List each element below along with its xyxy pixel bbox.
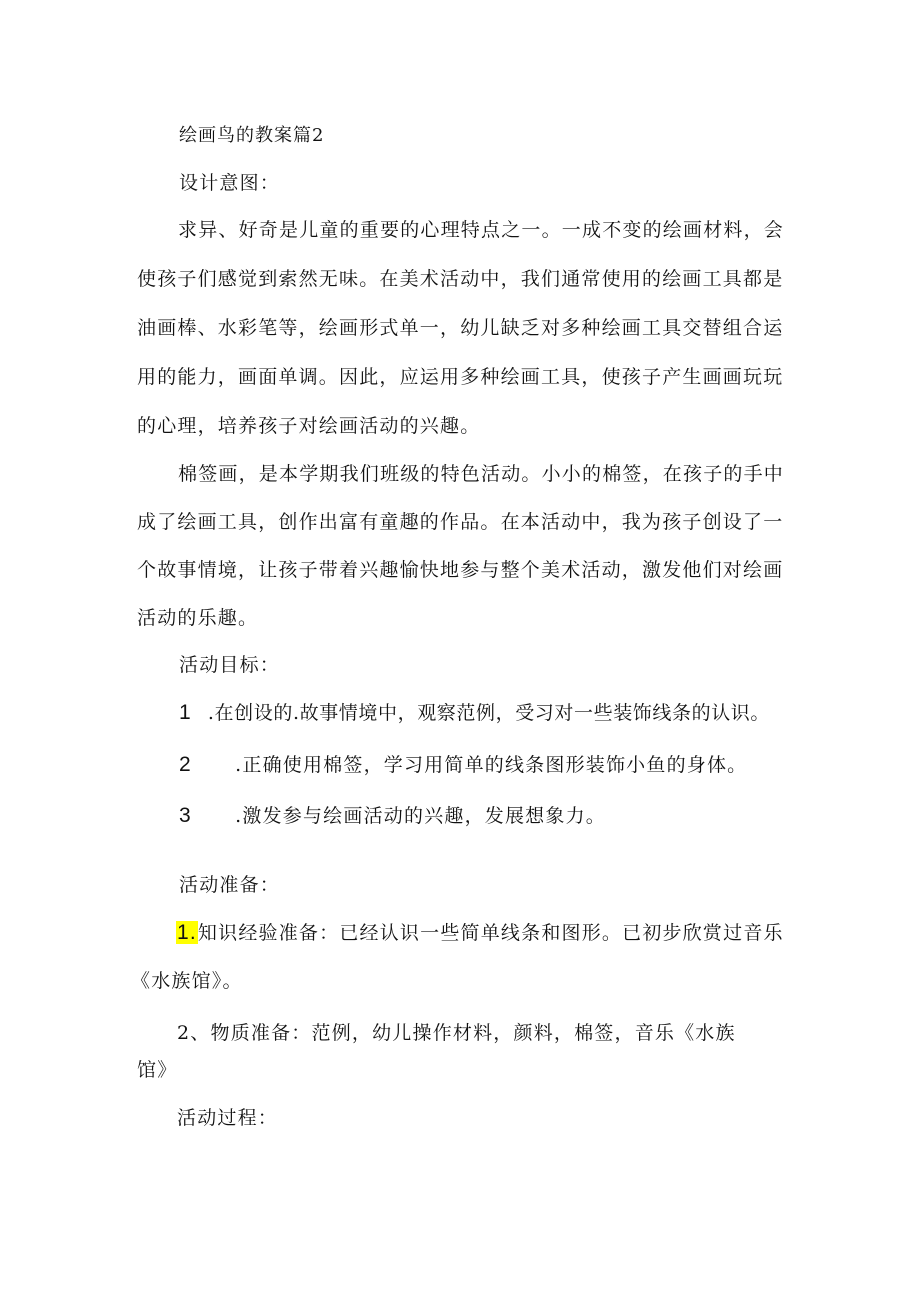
paragraph-line: 油画棒、水彩笔等，绘画形式单一，幼儿缺乏对多种绘画工具交替组合运 <box>137 317 784 339</box>
paragraph-line: 使孩子们感觉到索然无味。在美术活动中，我们通常使用的绘画工具都是 <box>137 268 784 290</box>
preparation-heading: 活动准备： <box>179 874 281 896</box>
preparation-text: 知识经验准备：已经认识一些简单线条和图形。已初步欣赏过音乐 <box>197 922 784 944</box>
preparation-line: 《水族馆》。 <box>131 970 243 992</box>
paragraph-line: 棉签画，是本学期我们班级的特色活动。小小的棉签，在孩子的手中 <box>178 463 785 485</box>
design-intent-heading: 设计意图： <box>179 172 281 194</box>
highlighted-number: 1. <box>177 921 197 944</box>
goals-heading: 活动目标： <box>179 654 281 676</box>
paragraph-line: 个故事情境，让孩子带着兴趣愉快地参与整个美术活动，激发他们对绘画 <box>137 559 784 581</box>
goal-number: 1 <box>179 701 192 724</box>
paragraph-line: 成了绘画工具，创作出富有童趣的作品。在本活动中，我为孩子创设了一 <box>137 511 784 533</box>
paragraph-line: 的心理，培养孩子对绘画活动的兴趣。 <box>137 415 481 437</box>
paragraph-line: 活动的乐趣。 <box>137 607 259 629</box>
process-heading: 活动过程： <box>177 1107 279 1129</box>
document-title: 绘画鸟的教案篇2 <box>179 125 325 146</box>
preparation-line: 2、物质准备：范例，幼儿操作材料，颜料，棉签，音乐《水族 <box>177 1022 736 1044</box>
goal-text: .激发参与绘画活动的兴趣，发展想象力。 <box>235 805 606 827</box>
paragraph-line: 用的能力，画面单调。因此，应运用多种绘画工具，使孩子产生画画玩玩 <box>137 366 784 388</box>
goal-item <box>179 753 747 777</box>
preparation-line <box>176 921 784 945</box>
paragraph-line: 求异、好奇是儿童的重要的心理特点之一。一成不变的绘画材料，会 <box>178 219 785 241</box>
preparation-line: 馆》 <box>137 1059 178 1081</box>
goal-text: .在创设的.故事情境中，观察范例，受习对一些装饰线条的认识。 <box>207 702 771 724</box>
goal-number: 3 <box>179 804 192 827</box>
goal-item <box>179 804 606 828</box>
goal-item <box>179 701 770 725</box>
goal-text: .正确使用棉签，学习用简单的线条图形装饰小鱼的身体。 <box>235 754 748 776</box>
goal-number: 2 <box>179 753 192 776</box>
